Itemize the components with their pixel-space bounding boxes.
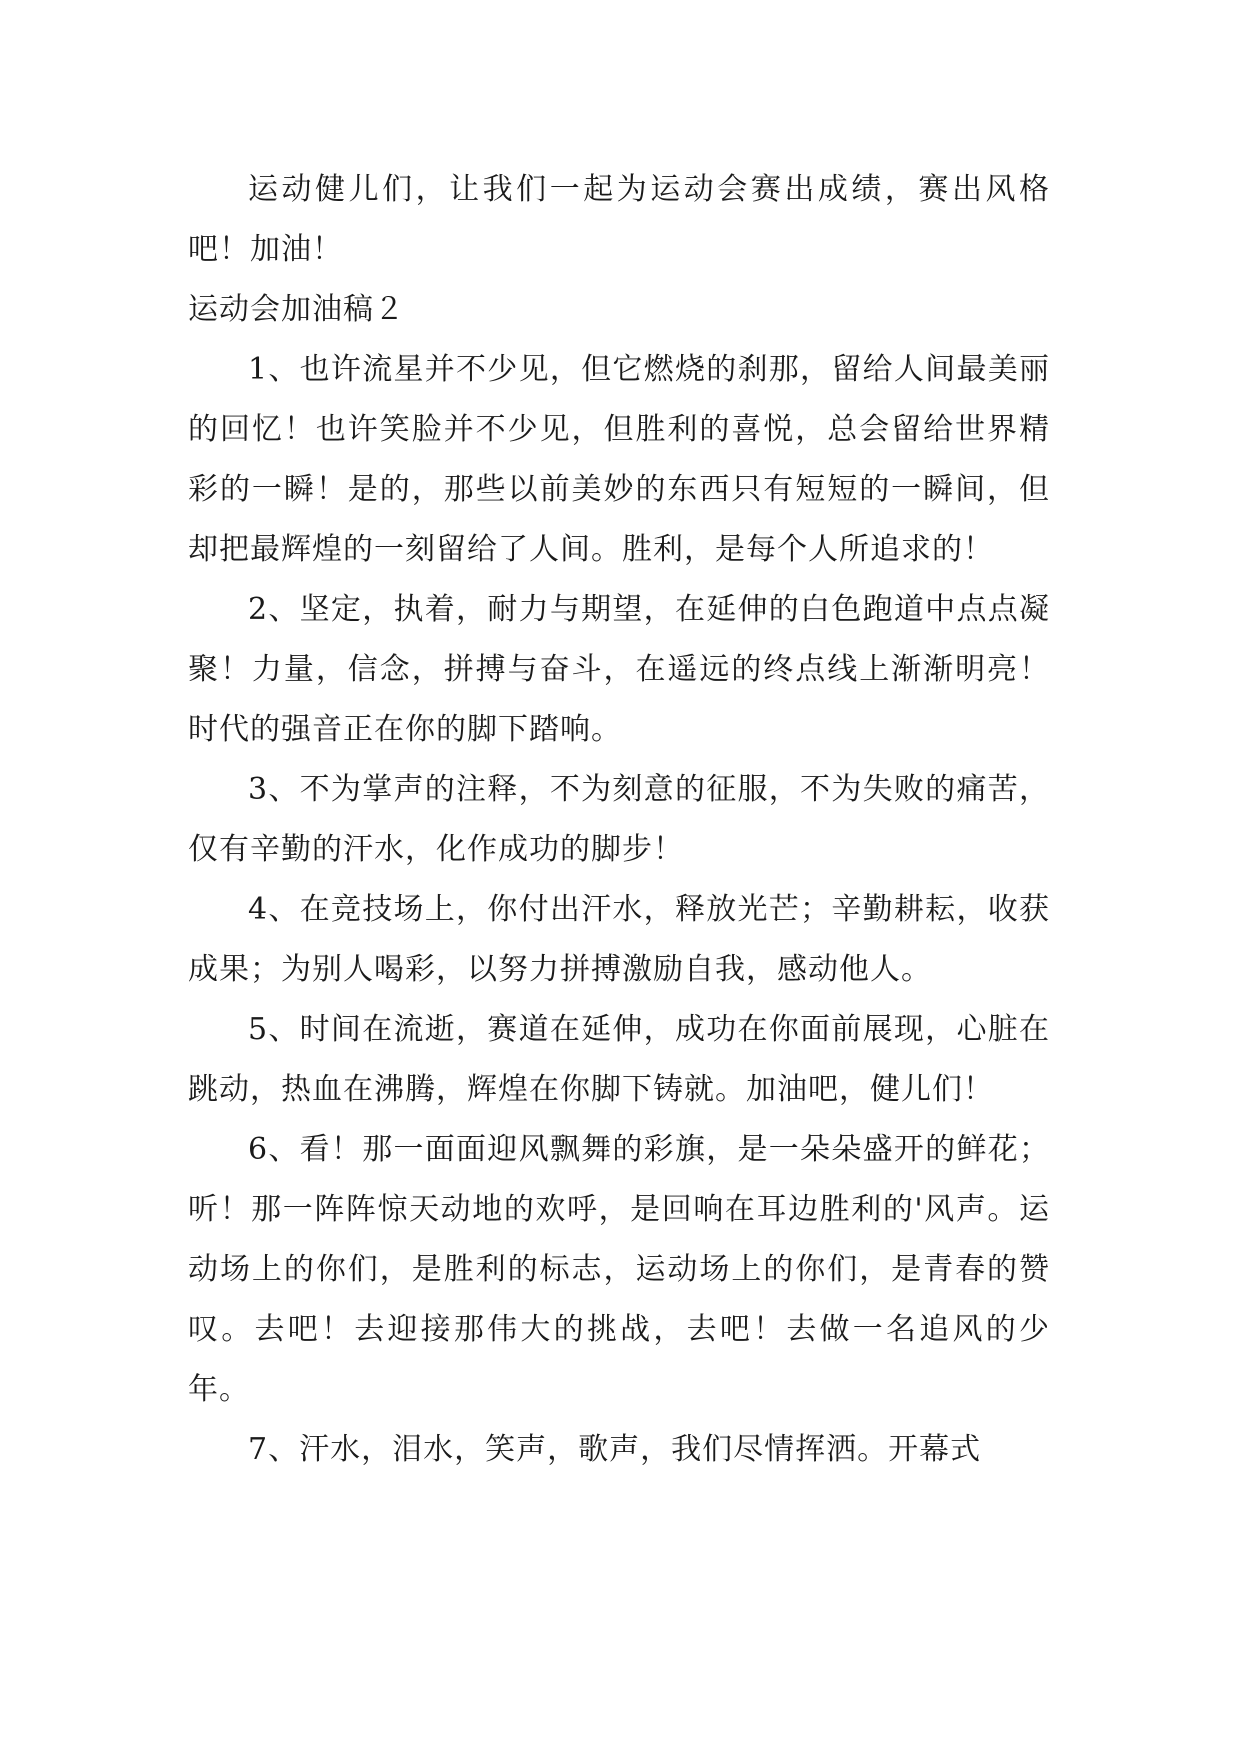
document-body [188,160,1050,1480]
paragraph-item-5: 5、时间在流逝，赛道在延伸，成功在你面前展现，心脏在跳动，热血在沸腾，辉煌在你脚下铸就。加油吧，健儿们！ [188,1012,1050,1107]
paragraph-item-6: 6、看！那一面面迎风飘舞的彩旗，是一朵朵盛开的鲜花；听！那一阵阵惊天动地的欢呼，是回响在耳边胜利的'风声。运动场上的你们，是胜利的标志，运动场上的你们，是青春的赞叹。去吧！去迎接那伟大的挑战，去吧！去做一名追风的少年。 [188,1132,1050,1407]
paragraph-item-4: 4、在竞技场上，你付出汗水，释放光芒；辛勤耕耘，收获成果；为别人喝彩，以努力拼搏激励自我，感动他人。 [188,892,1050,987]
paragraph-item-7: 7、汗水，泪水，笑声，歌声，我们尽情挥洒。开幕式 [248,1432,982,1467]
paragraph-closing: 运动健儿们，让我们一起为运动会赛出成绩，赛出风格吧！加油！ [188,172,1050,267]
paragraph-item-1: 1、也许流星并不少见，但它燃烧的刹那，留给人间最美丽的回忆！也许笑脸并不少见，但胜利的喜悦，总会留给世界精彩的一瞬！是的，那些以前美妙的东西只有短短的一瞬间，但却把最辉煌的一刻留给了人间。胜利，是每个人所追求的！ [188,352,1050,567]
section-heading: 运动会加油稿２ [188,292,405,327]
paragraph-item-2: 2、坚定，执着，耐力与期望，在延伸的白色跑道中点点凝聚！力量，信念，拼搏与奋斗，在遥远的终点线上渐渐明亮！时代的强音正在你的脚下踏响。 [188,592,1050,747]
paragraph-item-3: 3、不为掌声的注释，不为刻意的征服，不为失败的痛苦，仅有辛勤的汗水，化作成功的脚步！ [188,772,1050,867]
